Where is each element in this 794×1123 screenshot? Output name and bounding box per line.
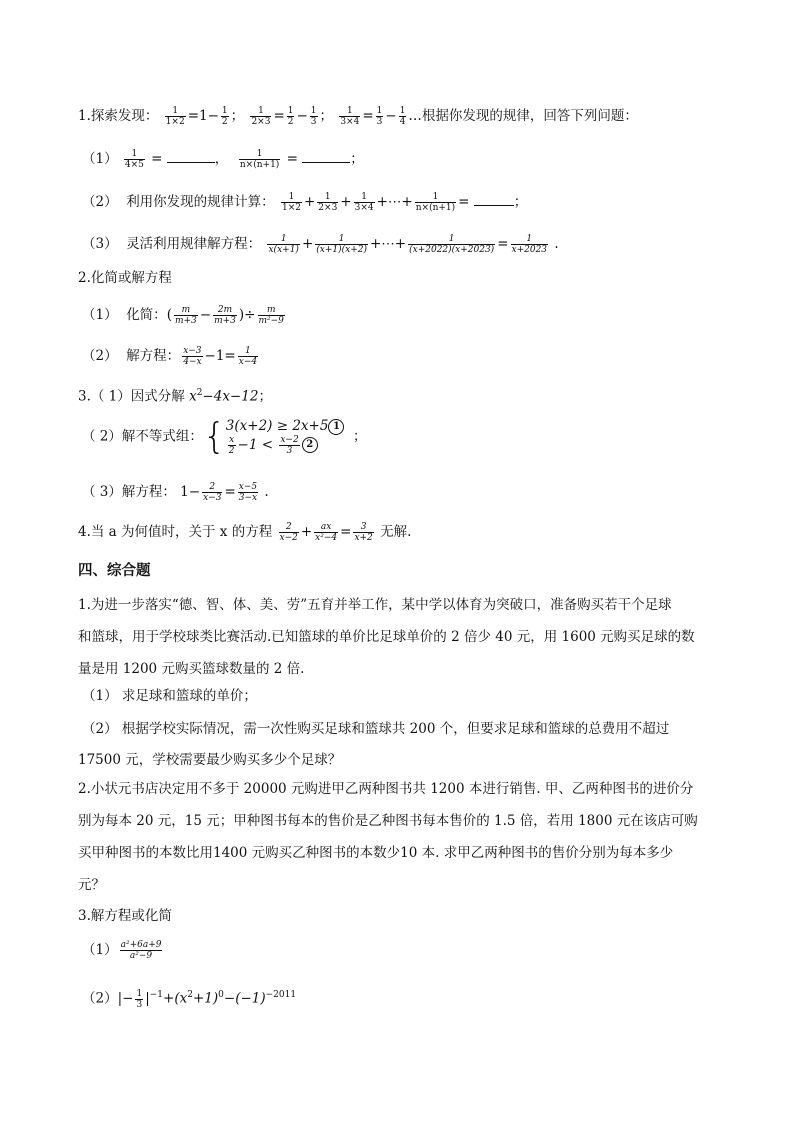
q1-tail: …根据你发现的规律，回答下列问题： bbox=[408, 108, 638, 124]
s4-p3-sub2: （2）|− $\frac{1}{3}$ $|^{-1}+(x^2+1)^0-(-1)^{-2011}$ bbox=[82, 988, 297, 1010]
q1-part2: （2） 利用你发现的规律计算： $\frac{1}{1\times 2}$ + $\frac{1}{2\times 3}$ + $\frac{1}{3\times 4}$ +⋯+ $\frac{1}{n\times(n+1)}$ = ； bbox=[82, 192, 528, 213]
answer-blank[interactable] bbox=[474, 193, 514, 206]
s4-problem3-title: 3.解方程或化简 bbox=[78, 908, 172, 924]
s4-p1-sub1: （1） 求足球和篮球的单价； bbox=[82, 688, 257, 704]
s4-p1-sub2-line1: （2） 根据学校实际情况，需一次性购买足球和篮球共 200 个，但要求足球和篮球的总费用不超过 bbox=[82, 721, 670, 737]
q3-part3: （ 3）解方程： 1− $\frac{2}{x-3}$ = $\frac{x-5}{3-x}$ . bbox=[82, 482, 269, 503]
q2-part1: （1） 化简：( $\frac{m}{m+3}$ − $\frac{2m}{m+3}$ )÷ $\frac{m}{\text{m²−9}}$ bbox=[82, 305, 284, 326]
fraction: $\frac{1}{1\times 2}$ bbox=[165, 106, 185, 127]
answer-blank[interactable] bbox=[167, 150, 215, 163]
q1-prefix: 1.探索发现： bbox=[78, 108, 159, 124]
q3-part1: 3.（ 1）因式分解 $x^2-4x-12$； bbox=[78, 388, 272, 405]
q2-part2: （2） 解方程： $\frac{x-3}{4-x}$ −1= $\frac{1}{x-4}$ bbox=[82, 346, 258, 367]
answer-blank[interactable] bbox=[302, 150, 350, 163]
s4-p3-sub1: （1） $\frac{\text{a²+6a+9}}{\text{a²−9}}$ bbox=[82, 940, 162, 961]
inequality-system: 3(x+2) ≥ 2x+5 1 $\frac{x}{2}$ −1 < $\frac{x-2}{3}$ 2 bbox=[226, 418, 345, 456]
system-brace: { bbox=[202, 415, 226, 457]
q2-title: 2.化简或解方程 bbox=[78, 270, 172, 286]
q3-part2: （ 2）解不等式组：{3(x+2) ≥ 2x+5 1 $\frac{x}{2}$ −1 < $\frac{x-2}{3}$ 2 ； bbox=[82, 415, 367, 457]
s4-problem2: 2.小状元书店决定用不多于 20000 元购进甲乙两种图书共 1200 本进行销售. 甲、乙两种图书的进价分 别为每本 20 元，15 元；甲种图书每本的售价是乙种图书每本售价的 1.5 倍，若用 1800 元在该店可购 买甲种图书的本数比用1400 元购买乙种图书的本数少10 本. 求甲乙两种图书的售价分别为每本多少 元？ bbox=[78, 781, 698, 893]
s4-p1-sub2-line2: 17500 元，学校需要最少购买多少个足球？ bbox=[78, 752, 342, 768]
q1-intro: 1.探索发现： $\frac{1}{1\times 2}$ =1− $\frac{1}{2}$ ； $\frac{1}{2\times 3}$ = $\frac{1}{2}$ − $\frac{1}{3}$ ； $\frac{1}{3\times 4}$ = $\frac{1}{3}$ − $\frac{1}{4}$ …根据你发现的规律，回答下列问题： bbox=[78, 106, 638, 127]
q4: 4.当 a 为何值时，关于 x 的方程 $\frac{2}{x-2}$ + $\frac{ax}{\text{x²−4}}$ = $\frac{3}{x+2}$ 无解. bbox=[78, 522, 412, 543]
section-heading: 四、综合题 bbox=[78, 563, 151, 579]
q1-part1: （1） $\frac{1}{4\times 5}$ = ， $\frac{1}{n\times(n+1)}$ = ； bbox=[82, 149, 364, 170]
s4-problem1: 1.为进一步落实“德、智、体、美、劳”五育并举工作，某中学以体育为突破口，准备购买若干个足球 和篮球，用于学校球类比赛活动.已知篮球的单价比足球单价的 2 倍少 40 元，用 1600 元购买足球的数 量是用 1200 元购买篮球数量的 2 倍. bbox=[78, 597, 695, 677]
q1-part3: （3） 灵活利用规律解方程： $\frac{1}{x(x+1)}$ + $\frac{1}{(x+1)(x+2)}$ +⋯+ $\frac{1}{(x+2022)(x+2023)}$ = $\frac{1}{x+2023}$ . bbox=[82, 234, 559, 255]
